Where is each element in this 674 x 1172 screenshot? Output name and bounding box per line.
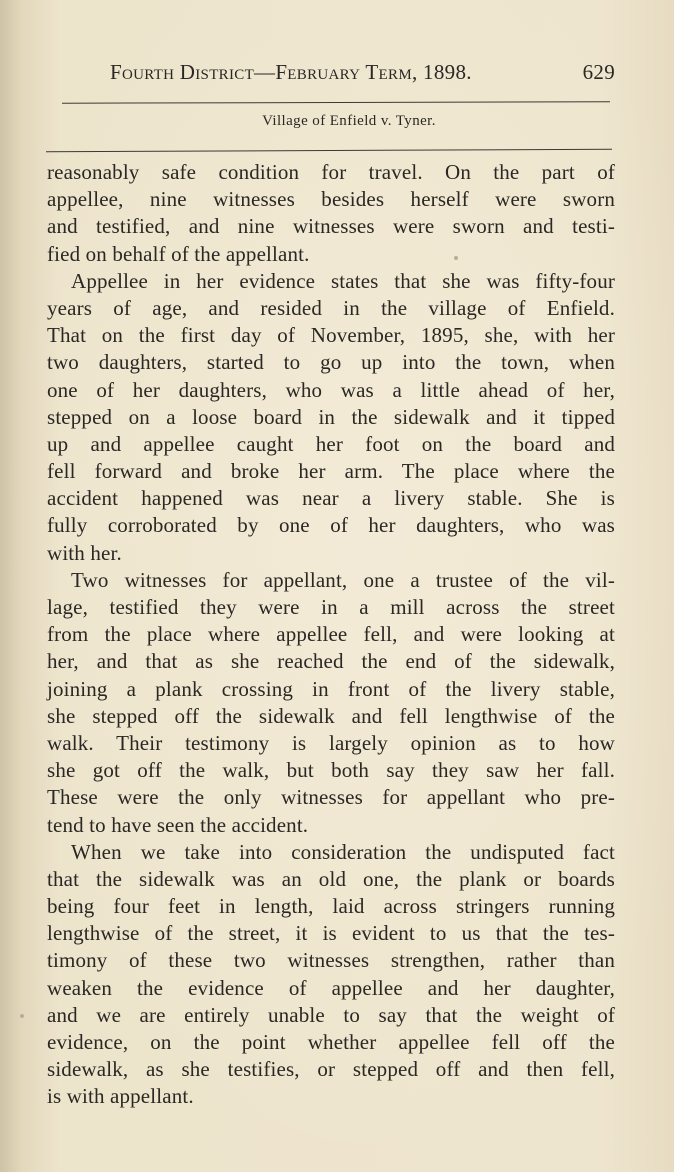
text-line: two daughters, started to go up into the town, when xyxy=(47,350,615,375)
text-line: timony of these two witnesses strengthen, rather than xyxy=(47,948,615,973)
text-line: fell forward and broke her arm. The place where the xyxy=(47,459,615,484)
running-title: Fourth District—February Term, 1898. xyxy=(110,60,472,84)
text-line: accident happened was near a livery stable. She is xyxy=(47,486,615,511)
text-line: lage, testified they were in a mill across the street xyxy=(47,595,615,619)
paragraph-1 xyxy=(47,159,615,268)
text-line: and testified, and nine witnesses were sworn and testi- xyxy=(47,214,615,239)
text-line: one of her daughters, who was a little ahead of her, xyxy=(47,377,615,402)
text-line: reasonably safe condition for travel. On the part of xyxy=(47,160,615,184)
text-line: joining a plank crossing in front of the livery stable, xyxy=(47,676,615,701)
text-line: being four feet in length, laid across stringers running xyxy=(47,894,615,919)
page-number: 629 xyxy=(582,60,615,84)
running-head xyxy=(110,60,615,90)
text-line: she stepped off the sidewalk and fell lengthwise of the xyxy=(47,703,615,728)
text-line: evidence, on the point whether appellee fell off the xyxy=(47,1030,615,1054)
text-line: tend to have seen the accident. xyxy=(47,812,309,837)
text-line: and we are entirely unable to say that the weight of xyxy=(47,1002,615,1027)
header-rule xyxy=(62,101,610,103)
case-name-rule xyxy=(46,149,612,152)
text-line: with her. xyxy=(47,540,122,565)
text-line: appellee, nine witnesses besides herself were sworn xyxy=(47,187,615,212)
text-line: stepped on a loose board in the sidewalk and it tipped xyxy=(47,404,615,429)
paragraph-3 xyxy=(47,567,615,839)
text-line: she got off the walk, but both say they saw her fall. xyxy=(47,758,615,783)
text-line: These were the only witnesses for appellant who pre- xyxy=(47,785,615,810)
case-name: Village of Enfield v. Tyner. xyxy=(262,113,436,129)
opinion-text xyxy=(47,159,615,1111)
text-line: Appellee in her evidence states that she was fifty-four xyxy=(71,268,615,293)
paragraph-4 xyxy=(47,839,615,1111)
text-line: years of age, and resided in the village of Enfield. xyxy=(47,295,615,320)
text-line: That on the first day of November, 1895, she, with her xyxy=(47,323,615,348)
text-line: walk. Their testimony is largely opinion as to how xyxy=(47,730,615,755)
text-line: Two witnesses for appellant, one a trustee of the vil- xyxy=(71,567,615,592)
text-line: is with appellant. xyxy=(47,1084,194,1109)
text-line: lengthwise of the street, it is evident to us that the tes- xyxy=(47,921,615,946)
paper-speck xyxy=(20,1014,24,1018)
text-line: sidewalk, as she testifies, or stepped off and then fell, xyxy=(47,1057,615,1082)
text-line: weaken the evidence of appellee and her daughter, xyxy=(47,975,615,1000)
text-line: fully corroborated by one of her daughters, who was xyxy=(47,513,615,538)
text-line: When we take into consideration the undisputed fact xyxy=(71,839,615,864)
text-line: up and appellee caught her foot on the board and xyxy=(47,431,615,456)
text-line: her, and that as she reached the end of the sidewalk, xyxy=(47,649,615,674)
text-line: from the place where appellee fell, and were looking at xyxy=(47,622,615,647)
paper-speck xyxy=(454,256,458,260)
text-line: fied on behalf of the appellant. xyxy=(47,241,310,266)
paragraph-2 xyxy=(47,268,615,567)
text-line: that the sidewalk was an old one, the plank or boards xyxy=(47,866,615,891)
